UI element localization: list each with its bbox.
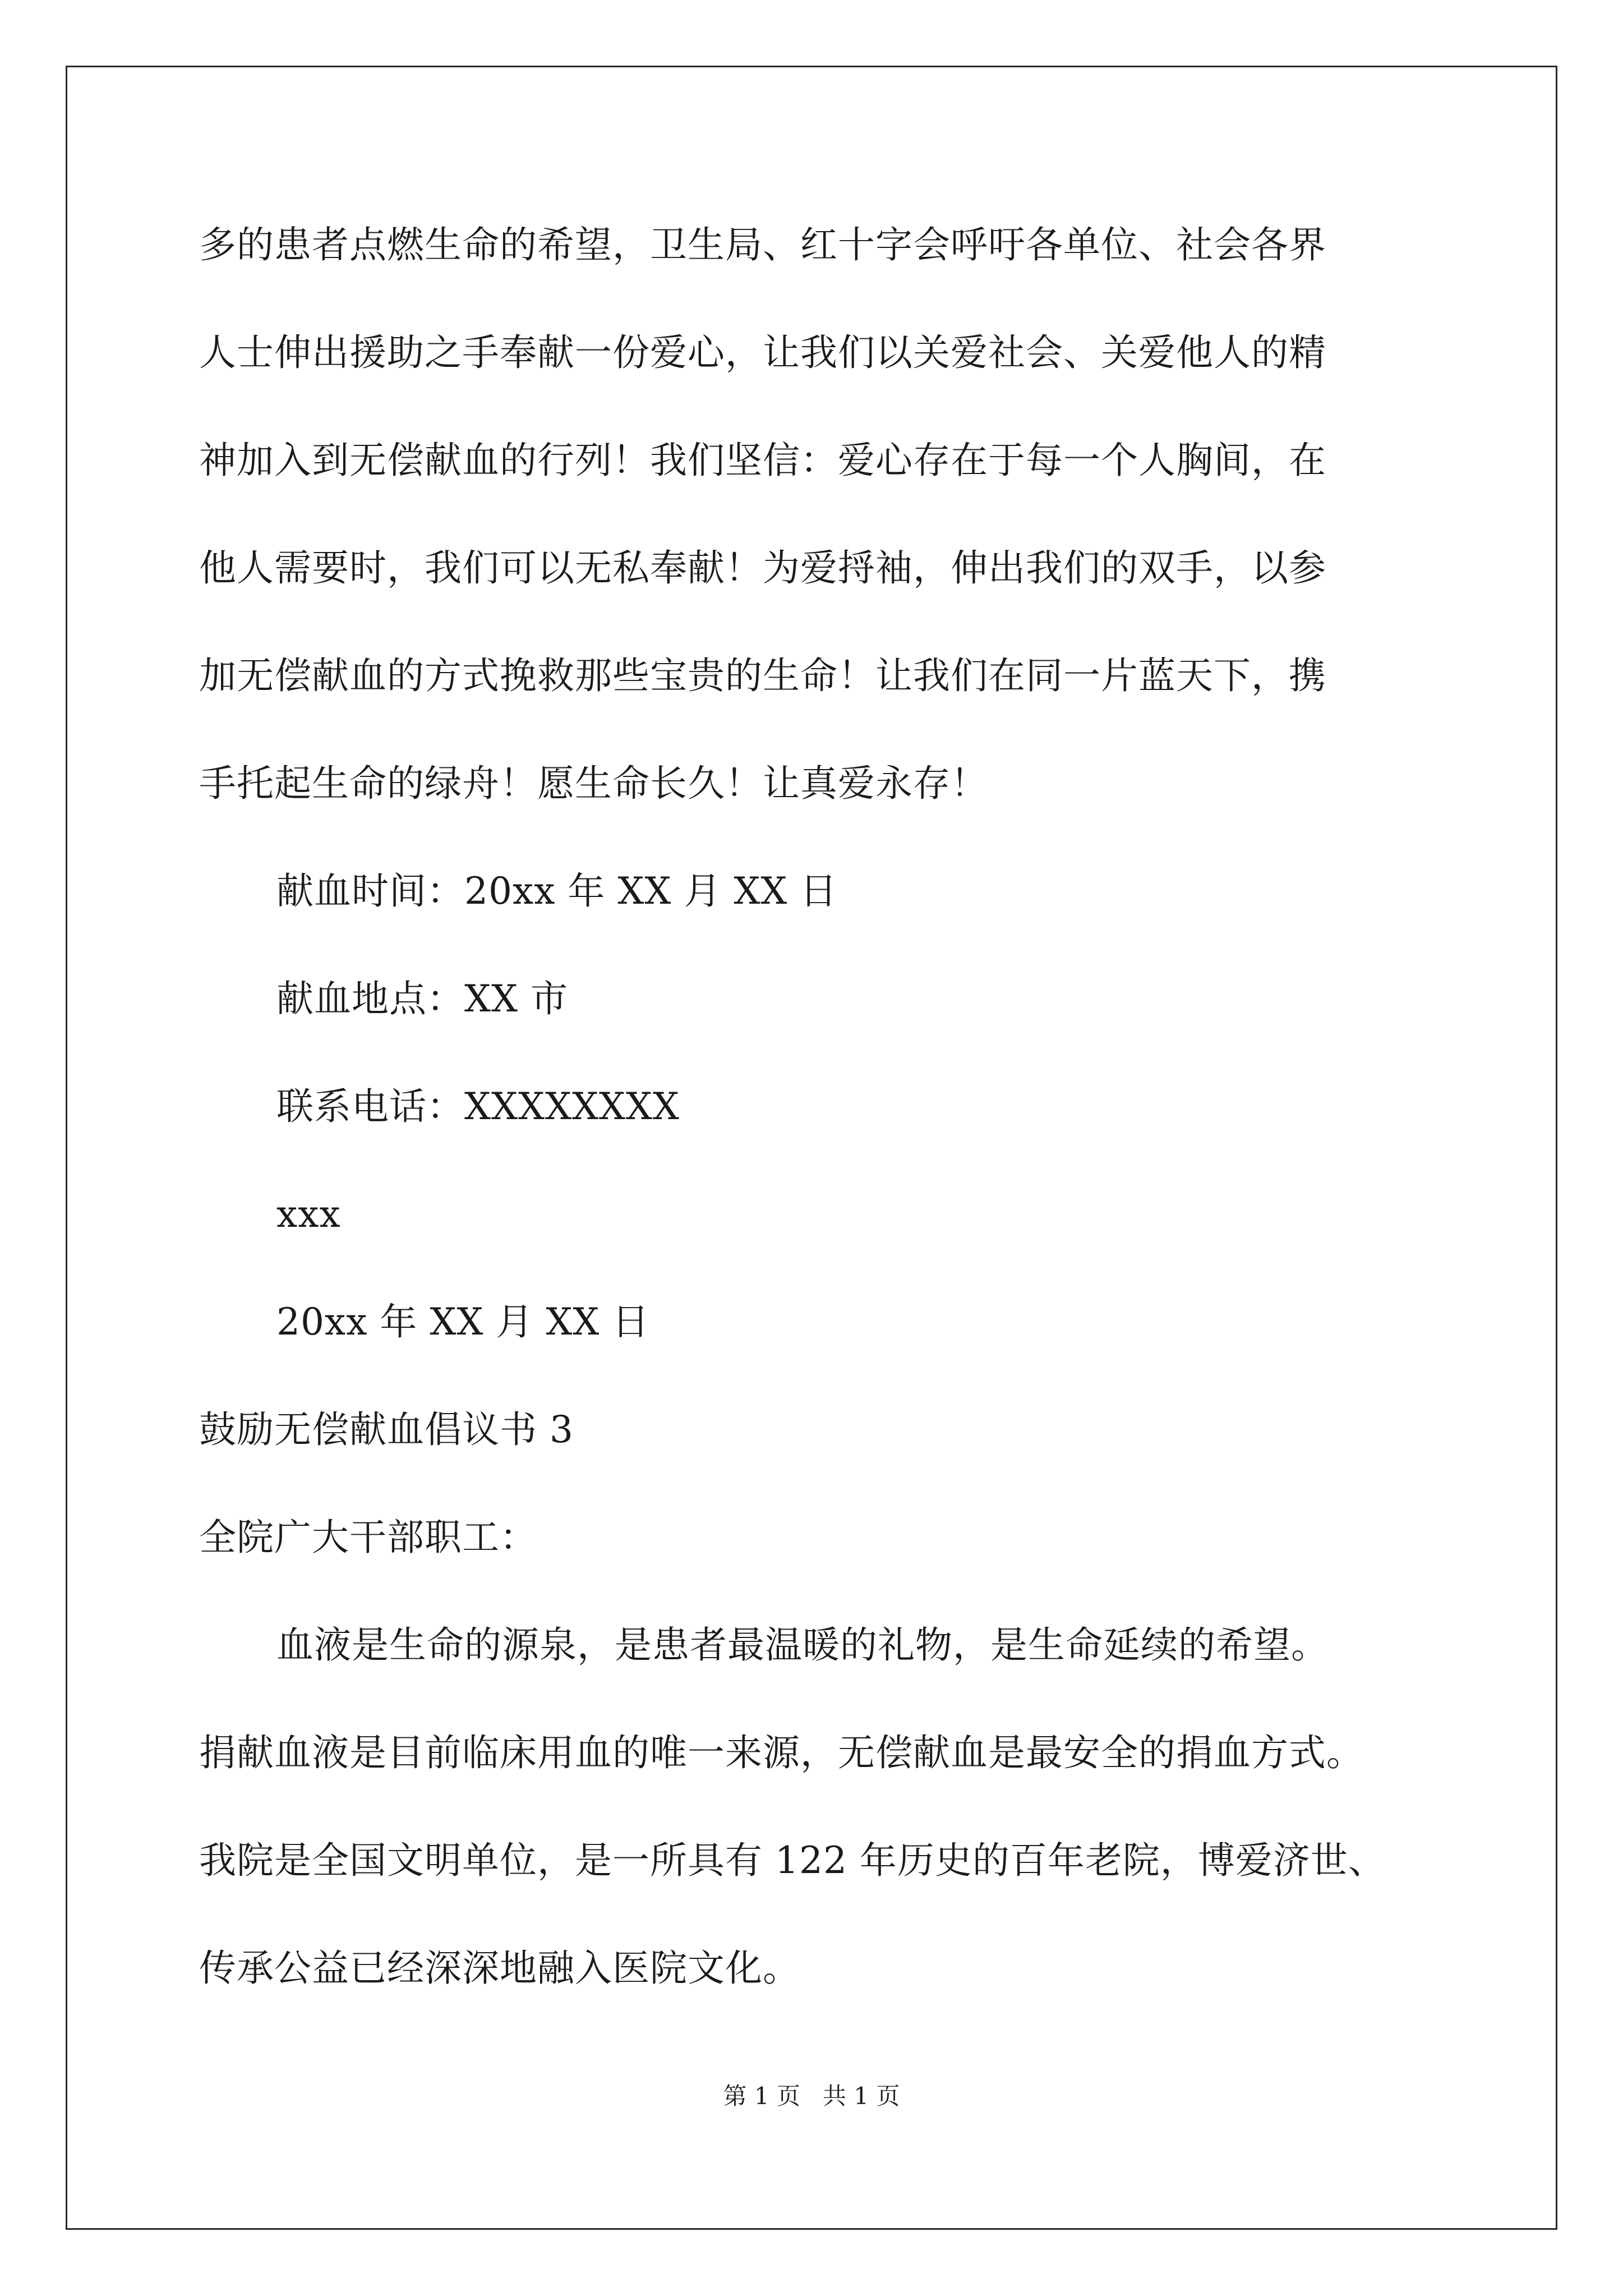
body-line-7: 血液是生命的源泉，是患者最温暖的礼物，是生命延续的希望。: [276, 1623, 1329, 1667]
signature-date: 20xx 年 XX 月 XX 日: [276, 1300, 650, 1343]
body-line-3: 神加入到无偿献血的行列！我们坚信：爱心存在于每一个人胸间，在: [199, 439, 1326, 482]
body-line-5: 加无偿献血的方式挽救那些宝贵的生命！让我们在同一片蓝天下，携: [199, 654, 1326, 697]
contact-phone: 联系电话：XXXXXXXX: [276, 1085, 680, 1128]
body-line-2: 人士伸出援助之手奉献一份爱心，让我们以关爱社会、关爱他人的精: [199, 331, 1326, 374]
page-number: 第 1 页 共 1 页: [723, 2082, 900, 2110]
body-line-8: 捐献血液是目前临床用血的唯一来源，无偿献血是最安全的捐血方式。: [199, 1731, 1364, 1774]
section-title: 鼓励无偿献血倡议书 3: [199, 1408, 574, 1451]
body-line-10: 传承公益已经深深地融入医院文化。: [199, 1947, 800, 1990]
body-line-9: 我院是全国文明单位，是一所具有 122 年历史的百年老院，博爱济世、: [199, 1839, 1386, 1882]
salutation: 全院广大干部职工：: [199, 1516, 537, 1559]
donation-location: 献血地点：XX 市: [276, 977, 568, 1020]
body-line-1: 多的患者点燃生命的希望，卫生局、红十字会呼吁各单位、社会各界: [199, 223, 1326, 266]
page-border: [66, 66, 1557, 2230]
signature-name: xxx: [276, 1193, 341, 1236]
body-line-6: 手托起生命的绿舟！愿生命长久！让真爱永存！: [199, 762, 988, 805]
body-line-4: 他人需要时，我们可以无私奉献！为爱捋袖，伸出我们的双手，以参: [199, 546, 1326, 590]
donation-time: 献血时间：20xx 年 XX 月 XX 日: [276, 869, 838, 913]
